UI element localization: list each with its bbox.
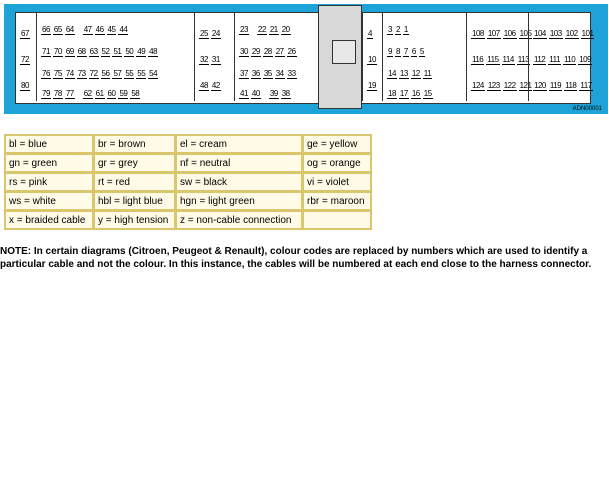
pin-number: 73 — [77, 69, 86, 78]
pin-number: 3 — [388, 25, 392, 34]
pin-number: 48 — [200, 81, 208, 90]
pin-number: 37 — [240, 69, 248, 78]
pin-number: 10 — [368, 55, 376, 64]
pin-row — [471, 49, 530, 64]
pin-row — [20, 23, 34, 37]
pin-number: 119 — [549, 81, 562, 90]
pin-number: 111 — [549, 55, 560, 64]
pin-block — [466, 13, 532, 101]
pin-number: 48 — [149, 47, 158, 56]
pin-block — [382, 13, 466, 101]
pin-number: 30 — [240, 47, 248, 56]
pin-number: 14 — [388, 69, 396, 78]
pin-number: 74 — [65, 69, 74, 78]
pin-number: 112 — [534, 55, 546, 64]
legend-cell: bl = blue — [5, 135, 93, 153]
pin-number: 24 — [211, 29, 220, 38]
legend-row — [5, 173, 371, 191]
harness-connector-diagram — [4, 4, 608, 114]
pin-row — [387, 63, 464, 77]
pin-number: 15 — [423, 89, 432, 98]
pin-row — [20, 49, 34, 63]
legend-cell: rbr = maroon — [303, 192, 371, 210]
pin-number: 105 — [519, 29, 532, 38]
pin-number: 23 — [240, 25, 248, 34]
pin-number: 35 — [263, 69, 272, 78]
pin-number: 4 — [368, 29, 372, 38]
pin-number: 50 — [125, 47, 134, 56]
pin-row — [239, 63, 316, 77]
legend-cell: rs = pink — [5, 173, 93, 191]
legend-cell — [303, 211, 371, 229]
pin-number: 20 — [281, 25, 290, 34]
pin-number: 18 — [388, 89, 396, 98]
pin-number: 13 — [399, 69, 408, 78]
pin-number: 60 — [107, 89, 116, 98]
pin-number: 103 — [549, 29, 562, 38]
legend-cell: sw = black — [176, 173, 302, 191]
pin-number: 52 — [101, 47, 110, 56]
pin-number: 63 — [89, 47, 98, 56]
pin-number: 46 — [95, 25, 104, 34]
pin-number: 80 — [21, 81, 29, 90]
pin-number: 61 — [95, 89, 104, 98]
pin-number: 9 — [388, 47, 392, 56]
pin-number: 36 — [251, 69, 260, 78]
pin-row — [533, 23, 594, 38]
pin-number: 56 — [101, 69, 110, 78]
pin-row — [387, 41, 464, 55]
pin-number: 120 — [534, 81, 546, 90]
pin-number: 121 — [519, 81, 532, 90]
pin-row — [199, 75, 232, 89]
pin-block — [528, 13, 594, 101]
pin-number: 71 — [42, 47, 50, 56]
pin-block — [194, 13, 234, 101]
pin-number: 65 — [53, 25, 62, 34]
legend-cell: ws = white — [5, 192, 93, 210]
pin-number: 113 — [517, 55, 530, 64]
pin-number: 27 — [275, 47, 284, 56]
legend-row — [5, 211, 371, 229]
legend-cell: el = cream — [176, 135, 302, 153]
pin-row — [41, 83, 192, 97]
note-text: NOTE: In certain diagrams (Citroen, Peugeot & Renault), colour codes are replaced by numbers which are used to identify a particular cable and not the colour. In this instance, the cables will be numbered at each end close to the harness connector. — [0, 246, 592, 270]
legend-row — [5, 192, 371, 210]
pin-number: 34 — [275, 69, 284, 78]
pin-number: 47 — [83, 25, 92, 34]
pin-row — [239, 83, 316, 97]
pin-number: 39 — [269, 89, 278, 98]
pin-number: 45 — [107, 25, 116, 34]
pin-number: 76 — [42, 69, 50, 78]
pin-row — [367, 23, 380, 37]
pin-number: 26 — [287, 47, 296, 56]
pin-number: 59 — [119, 89, 128, 98]
legend-cell: gr = grey — [94, 154, 175, 172]
pin-number: 11 — [423, 69, 432, 78]
colour-code-legend — [4, 134, 372, 230]
pin-number: 101 — [581, 29, 594, 38]
pin-number: 51 — [113, 47, 122, 56]
pin-number: 115 — [487, 55, 499, 64]
pin-row — [387, 83, 464, 97]
pin-number: 19 — [368, 81, 376, 90]
legend-row — [5, 135, 371, 153]
connector-center-block — [318, 5, 362, 109]
pin-number: 21 — [269, 25, 278, 34]
pin-number: 108 — [472, 29, 484, 38]
pin-number: 117 — [580, 81, 592, 90]
pin-number: 22 — [257, 25, 266, 34]
pin-number: 57 — [113, 69, 122, 78]
pin-number: 66 — [42, 25, 50, 34]
pin-number: 79 — [42, 89, 50, 98]
pin-row — [199, 23, 232, 37]
pin-number: 110 — [563, 55, 576, 64]
pin-row — [387, 19, 464, 33]
pin-number: 70 — [53, 47, 62, 56]
pin-number: 16 — [411, 89, 420, 98]
pin-number: 62 — [83, 89, 92, 98]
pin-number: 33 — [287, 69, 296, 78]
pin-number: 5 — [419, 47, 424, 56]
pin-row — [533, 49, 592, 64]
pin-number: 68 — [77, 47, 86, 56]
legend-cell: nf = neutral — [176, 154, 302, 172]
legend-cell: z = non-cable connection — [176, 211, 302, 229]
center-locking-square — [332, 40, 356, 64]
legend-cell: hgn = light green — [176, 192, 302, 210]
pin-row — [199, 49, 232, 63]
pin-number: 6 — [411, 47, 416, 56]
pin-number: 8 — [395, 47, 400, 56]
legend-cell: y = high tension — [94, 211, 175, 229]
pin-number: 38 — [281, 89, 290, 98]
pin-number: 17 — [399, 89, 408, 98]
pin-number: 123 — [487, 81, 500, 90]
pin-block — [234, 13, 318, 101]
pin-number: 69 — [65, 47, 74, 56]
pin-number: 124 — [472, 81, 484, 90]
pin-number: 122 — [503, 81, 516, 90]
pin-row — [471, 23, 532, 38]
pin-number: 72 — [21, 55, 29, 64]
legend-cell: og = orange — [303, 154, 371, 172]
document-reference: ADN00001 — [572, 106, 602, 112]
pin-number: 118 — [565, 81, 577, 90]
pin-row — [239, 41, 316, 55]
pin-number: 58 — [131, 89, 140, 98]
pin-number: 109 — [579, 55, 592, 64]
pin-number: 104 — [534, 29, 546, 38]
pin-number: 28 — [263, 47, 272, 56]
legend-cell: hbl = light blue — [94, 192, 175, 210]
pin-number: 25 — [200, 29, 208, 38]
pin-block — [36, 13, 194, 101]
pin-row — [367, 49, 380, 63]
legend-cell: vi = violet — [303, 173, 371, 191]
pin-number: 40 — [251, 89, 260, 98]
pin-row — [533, 75, 592, 90]
legend-cell: rt = red — [94, 173, 175, 191]
pin-number: 54 — [149, 69, 158, 78]
pin-number: 106 — [503, 29, 516, 38]
pin-number: 55 — [125, 69, 134, 78]
pin-number: 114 — [502, 55, 514, 64]
pin-row — [41, 63, 192, 77]
pin-row — [471, 75, 532, 90]
pin-number: 102 — [565, 29, 578, 38]
pin-row — [41, 19, 192, 33]
pin-number: 42 — [211, 81, 220, 90]
pin-number: 2 — [395, 25, 400, 34]
pin-number: 31 — [211, 55, 220, 64]
pin-row — [41, 41, 192, 55]
pin-number: 64 — [65, 25, 74, 34]
pin-number: 116 — [472, 55, 484, 64]
pin-number: 44 — [119, 25, 128, 34]
pin-number: 32 — [200, 55, 208, 64]
pin-number: 72 — [89, 69, 98, 78]
pin-number: 55 — [137, 69, 146, 78]
pin-number: 1 — [403, 25, 408, 34]
pin-number: 7 — [403, 47, 408, 56]
legend-cell: x = braided cable — [5, 211, 93, 229]
pin-number: 12 — [411, 69, 420, 78]
pin-row — [20, 75, 34, 89]
pin-number: 107 — [487, 29, 500, 38]
legend-cell: br = brown — [94, 135, 175, 153]
pin-number: 77 — [65, 89, 74, 98]
pin-number: 75 — [53, 69, 62, 78]
pin-block — [16, 13, 36, 101]
pin-row — [239, 19, 316, 33]
legend-cell: gn = green — [5, 154, 93, 172]
connector-body — [15, 12, 594, 104]
pin-row — [367, 75, 380, 89]
pin-number: 78 — [53, 89, 62, 98]
pin-number: 67 — [21, 29, 29, 38]
pin-number: 49 — [137, 47, 146, 56]
pin-block — [362, 13, 382, 101]
legend-row — [5, 154, 371, 172]
pin-number: 29 — [251, 47, 260, 56]
legend-cell: ge = yellow — [303, 135, 371, 153]
pin-number: 41 — [240, 89, 248, 98]
